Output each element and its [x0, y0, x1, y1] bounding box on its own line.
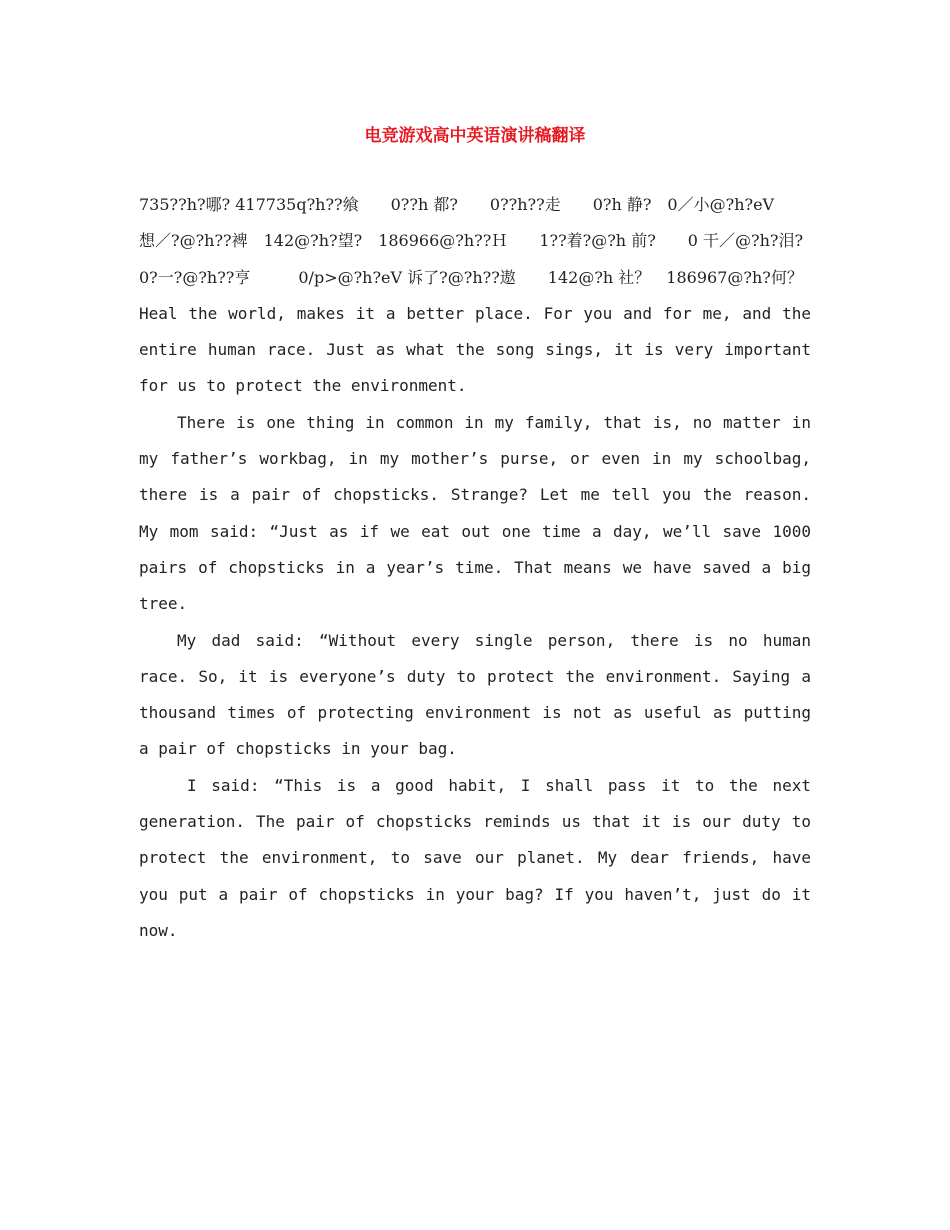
paragraph-3: My dad said: “Without every single person, there is no human race. So, it is everyone’s duty to protect the environment. Saying a thousand times of protecting environment is not as useful as putting a pair of chopsticks in your bag. [139, 630, 811, 759]
document-body [139, 187, 811, 949]
garbled-line-2: 想／?@?h??裨 142@?h?望? 186966@?h??Ｈ 1??着?@?h 前? 0 干／@?h?泪? [139, 231, 804, 251]
paragraph-1: Heal the world, makes it a better place. For you and for me, and the entire human race. Just as what the song sings, it is very important for us to protect the environment. [139, 303, 811, 396]
garbled-line-3: 0?一?@?h??亨 0/p>@?h?eV 诉了?@?h??遨 142@?h 社？ 186967@?h?何？ [139, 267, 803, 287]
document-title: 电竞游戏高中英语演讲稿翻译 [364, 126, 586, 146]
garbled-line-1: 735??h?哪? 417735q?h??飨 0??h 都? 0??h??走 0?h 静? 0／小@?h?eV [139, 195, 775, 214]
paragraph-2: There is one thing in common in my family, that is, no matter in my father’s workbag, in my mother’s purse, or even in my schoolbag, there is a pair of chopsticks. Strange? Let me tell you the reason. My mom said: “Just as if we eat out one time a day, we’ll save 1000 pairs of chopsticks in a year’s time. That means we have saved a big tree. [139, 412, 811, 614]
paragraph-4: I said: “This is a good habit, I shall pass it to the next generation. The pair of chopsticks reminds us that it is our duty to protect the environment, to save our planet. My dear friends, have you put a pair of chopsticks in your bag? If you haven’t, just do it now. [139, 775, 811, 940]
